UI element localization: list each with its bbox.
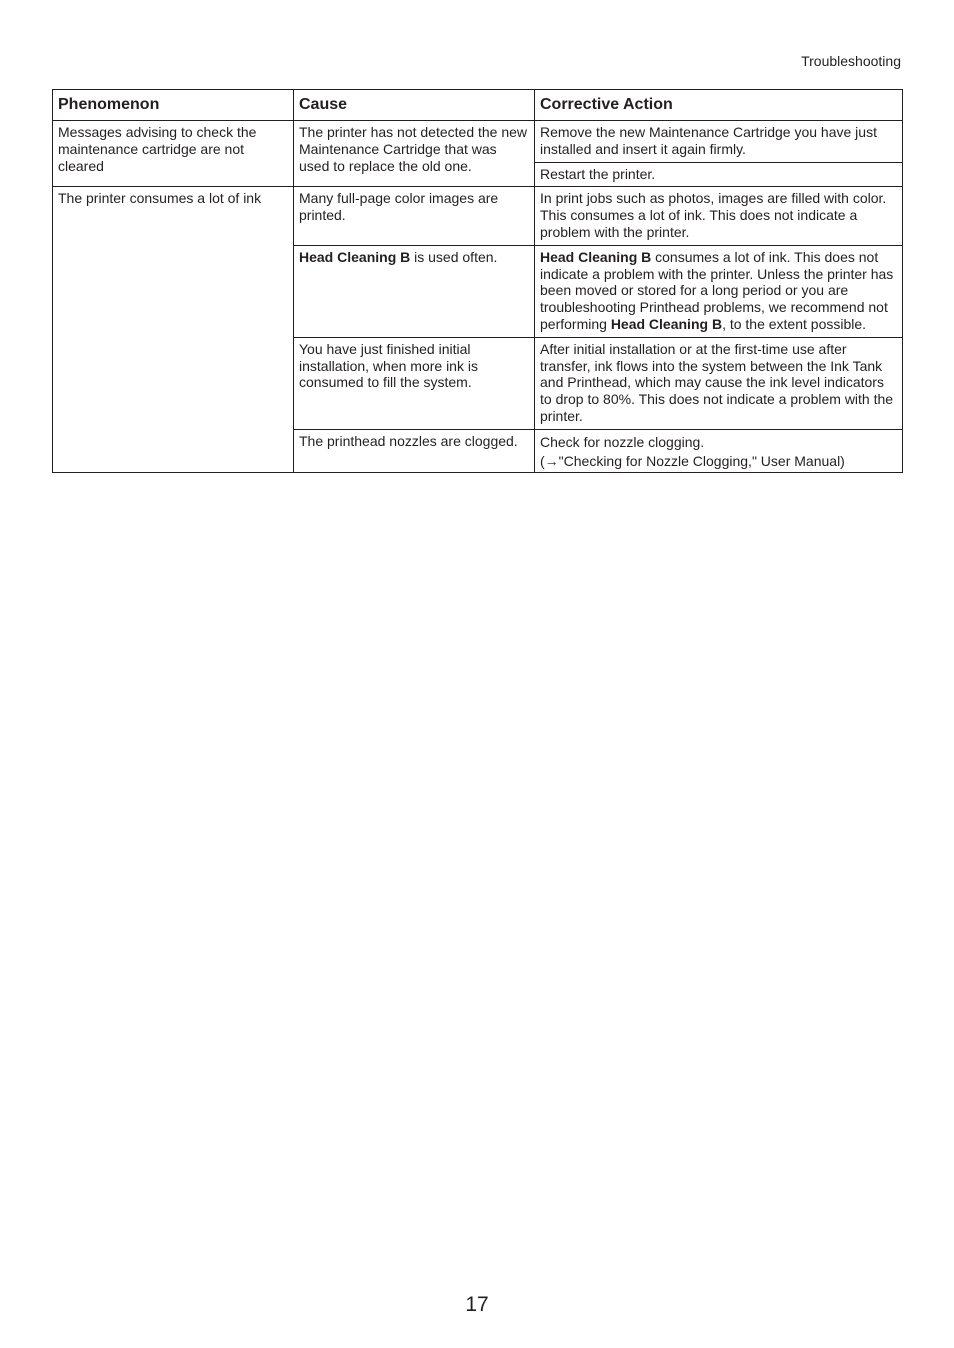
action-bold-term: Head Cleaning B [540,248,652,265]
cause-bold-term: Head Cleaning B [299,248,411,265]
action-text: Check for nozzle clogging. [540,433,705,450]
action-cell [535,245,903,337]
cause-cell: The printhead nozzles are clogged. [294,429,535,473]
table-row [53,187,903,245]
action-cell: In print jobs such as photos, images are filled with color. This consumes a lot of ink. This does not indicate a problem with the printer. [535,187,903,245]
cause-cell: You have just finished initial installation, when more ink is consumed to fill the system. [294,337,535,429]
phenomenon-cell: The printer consumes a lot of ink [53,187,294,473]
cause-cell: Many full-page color images are printed. [294,187,535,245]
table-header-row [53,90,903,121]
cause-cell [294,245,535,337]
column-header-corrective-action: Corrective Action [535,90,903,121]
action-bold-term: Head Cleaning B [610,315,723,332]
table-row [53,121,903,163]
action-cell: After initial installation or at the first-time use after transfer, ink flows into the system between the Ink Tank and Printhead, which may cause the ink level indicators to drop to 80%. This does not indicate a problem with the printer. [535,337,903,429]
manual-reference: (→"Checking for Nozzle Clogging," User Manual) [540,452,845,469]
column-header-cause: Cause [294,90,535,121]
running-header: Troubleshooting [801,53,901,69]
action-cell: Restart the printer. [535,162,903,187]
column-header-phenomenon: Phenomenon [53,90,294,121]
action-text: consumes a lot of ink. This does not indicate a problem with the printer. Unless the printer has been moved or stored for a long period or you are troubleshooting Printhead problems, we recommend not performing [540,248,894,332]
page-number: 17 [465,1293,489,1316]
action-text: , to the extent possible. [722,315,867,332]
cause-text: is used often. [410,248,498,265]
phenomenon-cell: Messages advising to check the maintenance cartridge are not cleared [53,121,294,187]
action-cell: Remove the new Maintenance Cartridge you have just installed and insert it again firmly. [535,121,903,163]
troubleshooting-table [52,89,903,473]
cause-cell: The printer has not detected the new Maintenance Cartridge that was used to replace the old one. [294,121,535,187]
action-cell [535,429,903,473]
